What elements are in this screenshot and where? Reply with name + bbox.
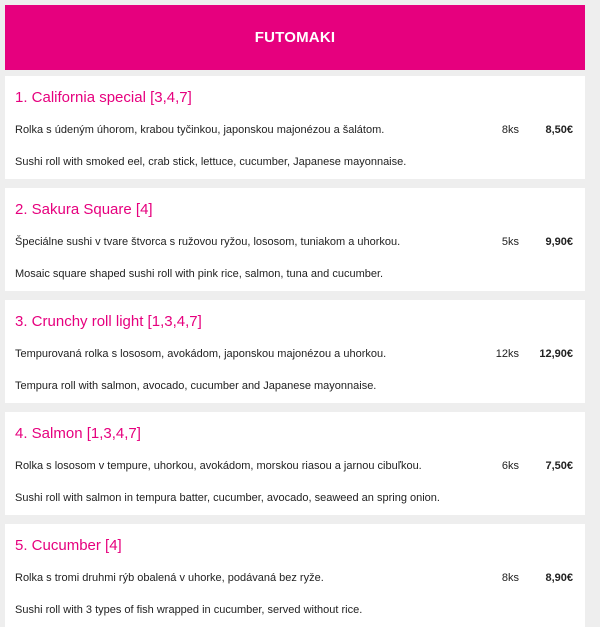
item-quantity: 5ks [501, 236, 519, 248]
item-quantity: 6ks [501, 460, 519, 472]
item-price: 12,90€ [539, 348, 573, 360]
section-title: FUTOMAKI [254, 29, 336, 46]
item-description-sk: Rolka s lososom v tempure, uhorkou, avokádom, morskou riasou a jarnou cibuľkou. [15, 460, 422, 472]
item-price: 9,90€ [545, 236, 573, 248]
item-title: 5. Cucumber [4] [15, 537, 122, 554]
section-header [5, 5, 585, 70]
item-quantity: 12ks [495, 348, 519, 360]
item-description-sk: Špeciálne sushi v tvare štvorca s ružovou ryžou, lososom, tuniakom a uhorkou. [15, 236, 401, 248]
item-title: 3. Crunchy roll light [1,3,4,7] [15, 313, 202, 330]
item-description-sk: Rolka s tromi druhmi rýb obalená v uhorke, podávaná bez ryže. [15, 572, 324, 584]
item-price: 8,50€ [545, 124, 573, 136]
item-quantity: 8ks [501, 572, 519, 584]
item-title: 4. Salmon [1,3,4,7] [15, 425, 141, 442]
item-description-en: Sushi roll with smoked eel, crab stick, lettuce, cucumber, Japanese mayonnaise. [15, 156, 407, 168]
item-description-sk: Rolka s údeným úhorom, krabou tyčinkou, japonskou majonézou a šalátom. [15, 124, 385, 136]
menu-item[interactable] [5, 412, 585, 515]
item-description-en: Tempura roll with salmon, avocado, cucumber and Japanese mayonnaise. [15, 380, 377, 392]
item-title: 2. Sakura Square [4] [15, 201, 153, 218]
item-description-en: Sushi roll with salmon in tempura batter, cucumber, avocado, seaweed an spring onion. [15, 492, 440, 504]
item-description-en: Mosaic square shaped sushi roll with pink rice, salmon, tuna and cucumber. [15, 268, 384, 280]
menu-item[interactable] [5, 524, 585, 627]
item-quantity: 8ks [501, 124, 519, 136]
item-title: 1. California special [3,4,7] [15, 89, 192, 106]
menu-item[interactable] [5, 300, 585, 403]
item-description-en: Sushi roll with 3 types of fish wrapped in cucumber, served without rice. [15, 604, 363, 616]
menu-item[interactable] [5, 188, 585, 291]
menu-item[interactable] [5, 76, 585, 179]
item-price: 8,90€ [545, 572, 573, 584]
item-price: 7,50€ [545, 460, 573, 472]
item-description-sk: Tempurovaná rolka s lososom, avokádom, japonskou majonézou a uhorkou. [15, 348, 387, 360]
